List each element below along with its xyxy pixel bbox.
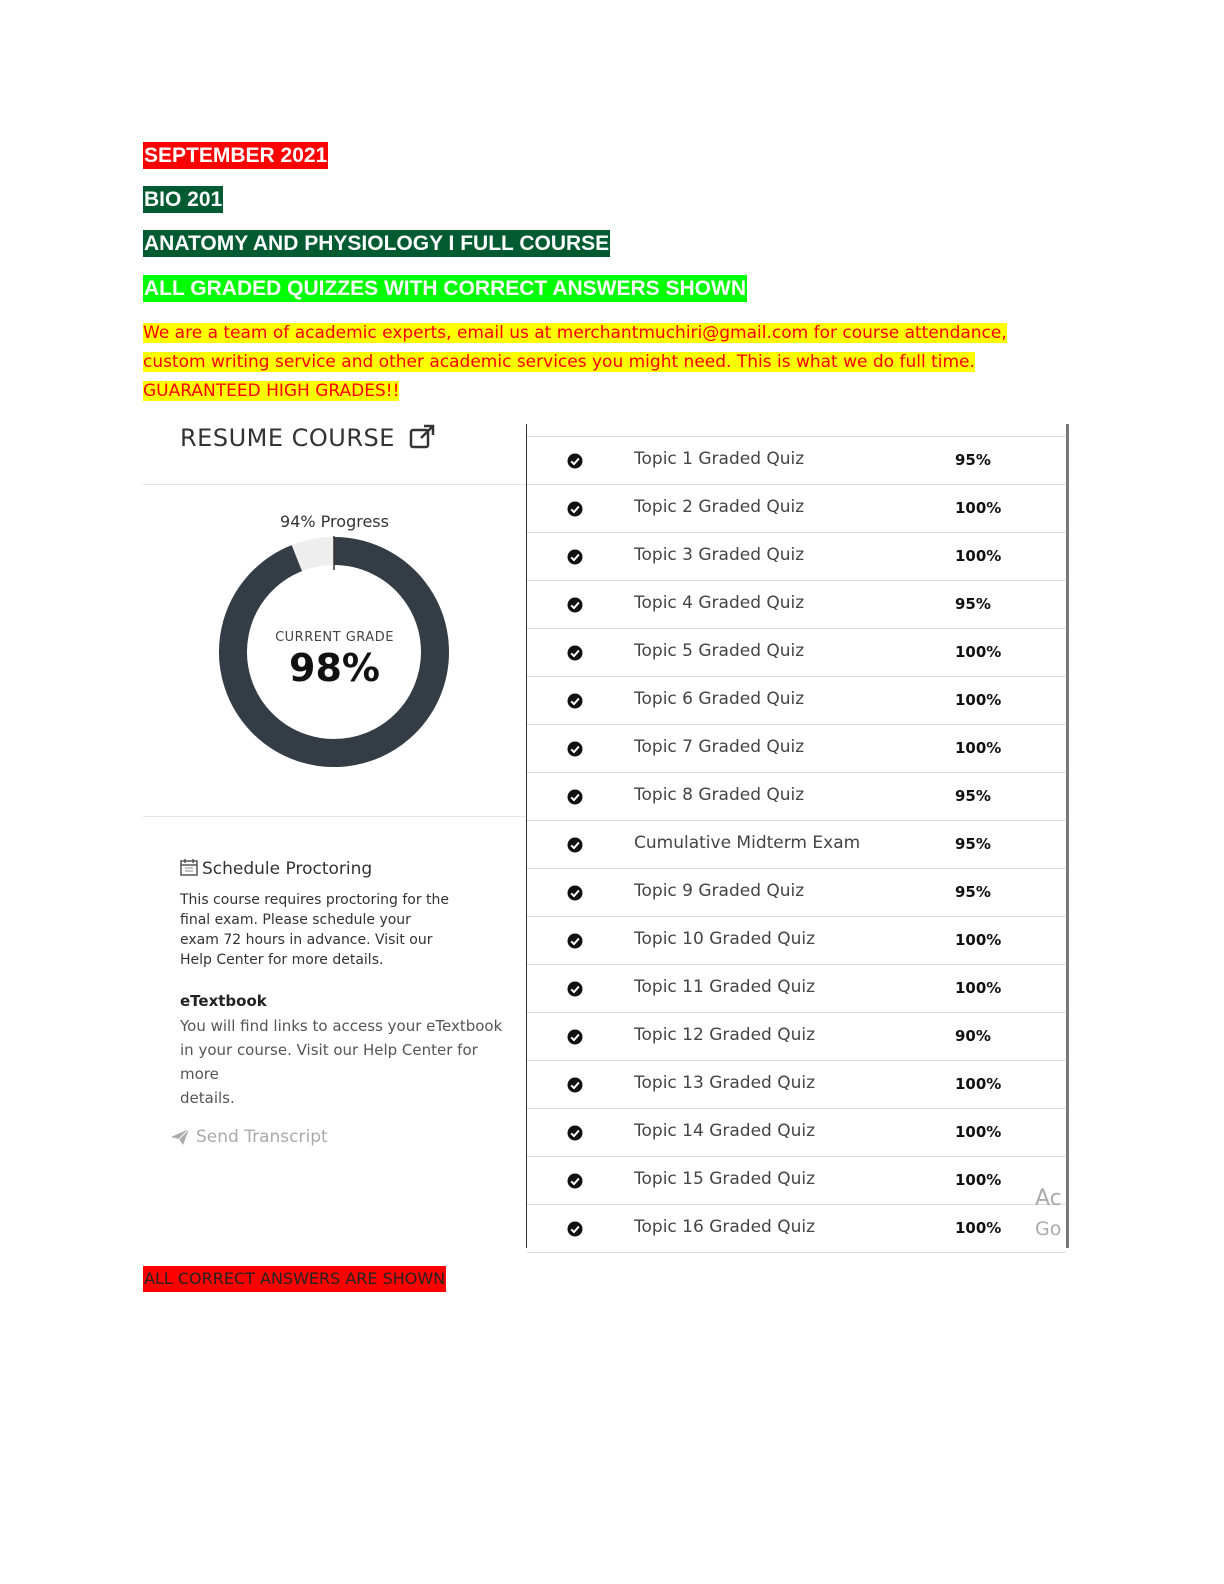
quiz-score: 100%: [955, 979, 1002, 997]
table-row[interactable]: [527, 485, 1066, 533]
table-row[interactable]: [527, 677, 1066, 725]
quiz-score: 100%: [955, 643, 1002, 661]
quiz-score: 95%: [955, 883, 991, 901]
check-circle-icon: [567, 453, 583, 469]
course-dashboard-screenshot: [143, 424, 1070, 1248]
table-row[interactable]: [527, 965, 1066, 1013]
check-circle-icon: [567, 693, 583, 709]
subtitle-heading: ALL GRADED QUIZZES WITH CORRECT ANSWERS SHOWN: [144, 277, 746, 300]
table-row[interactable]: [527, 821, 1066, 869]
paper-plane-icon: [170, 1128, 190, 1146]
check-circle-icon: [567, 741, 583, 757]
schedule-line: final exam. Please schedule your: [180, 912, 411, 928]
quiz-name[interactable]: Topic 4 Graded Quiz: [634, 593, 805, 613]
quiz-name[interactable]: Topic 2 Graded Quiz: [634, 497, 805, 517]
quiz-name[interactable]: Topic 15 Graded Quiz: [634, 1169, 816, 1189]
quiz-score: 100%: [955, 1075, 1002, 1093]
quiz-grades-table: [527, 436, 1066, 1253]
footer-note: ALL CORRECT ANSWERS ARE SHOWN: [143, 1266, 446, 1292]
table-row[interactable]: [527, 533, 1066, 581]
etextbook-line: You will find links to access your eTextbook: [180, 1017, 503, 1035]
quiz-score: 100%: [955, 739, 1002, 757]
promo-line-3: GUARANTEED HIGH GRADES!!: [143, 381, 400, 401]
table-row[interactable]: [527, 436, 1066, 485]
table-row[interactable]: [527, 1157, 1066, 1205]
schedule-line: Help Center for more details.: [180, 952, 384, 968]
send-transcript-button[interactable]: [170, 1127, 328, 1147]
quiz-score: 100%: [955, 499, 1002, 517]
check-circle-icon: [567, 1173, 583, 1189]
quiz-score: 100%: [955, 1171, 1002, 1189]
etextbook-title: eTextbook: [180, 992, 267, 1010]
scrollbar[interactable]: [1066, 424, 1069, 1248]
quiz-name[interactable]: Topic 9 Graded Quiz: [634, 881, 805, 901]
table-row[interactable]: [527, 1205, 1066, 1253]
promo-line-2: custom writing service and other academic services you might need. This is what we do full time.: [143, 352, 975, 372]
quiz-name[interactable]: Topic 6 Graded Quiz: [634, 689, 805, 709]
check-circle-icon: [567, 1077, 583, 1093]
quiz-name[interactable]: Topic 5 Graded Quiz: [634, 641, 805, 661]
quiz-score: 100%: [955, 547, 1002, 565]
quiz-score: 100%: [955, 691, 1002, 709]
table-row[interactable]: [527, 869, 1066, 917]
table-row[interactable]: [527, 1013, 1066, 1061]
course-title-heading: ANATOMY AND PHYSIOLOGY I FULL COURSE: [144, 232, 610, 255]
quiz-score: 100%: [955, 1219, 1002, 1237]
table-row[interactable]: [527, 629, 1066, 677]
quiz-name[interactable]: Topic 13 Graded Quiz: [634, 1073, 816, 1093]
watermark-line-2: Go: [1035, 1218, 1062, 1240]
etextbook-text: [180, 1014, 510, 1110]
send-transcript-label: Send Transcript: [196, 1127, 328, 1147]
quiz-name[interactable]: Cumulative Midterm Exam: [634, 833, 861, 853]
quiz-name[interactable]: Topic 1 Graded Quiz: [634, 449, 805, 469]
check-circle-icon: [567, 1221, 583, 1237]
quiz-score: 100%: [955, 931, 1002, 949]
current-grade-value: 98%: [289, 646, 380, 690]
schedule-proctoring-text: [180, 890, 470, 970]
quiz-name[interactable]: Topic 7 Graded Quiz: [634, 737, 805, 757]
check-circle-icon: [567, 837, 583, 853]
table-row[interactable]: [527, 581, 1066, 629]
quiz-name[interactable]: Topic 14 Graded Quiz: [634, 1121, 816, 1141]
check-circle-icon: [567, 645, 583, 661]
progress-label: 94% Progress: [280, 512, 389, 531]
resume-divider: [143, 484, 526, 485]
check-circle-icon: [567, 597, 583, 613]
resume-course-label: RESUME COURSE: [180, 424, 395, 452]
course-code-heading: BIO 201: [144, 188, 223, 211]
etextbook-line: in your course. Visit our Help Center for more: [180, 1041, 478, 1083]
etextbook-line: details.: [180, 1089, 235, 1107]
table-row[interactable]: [527, 1109, 1066, 1157]
check-circle-icon: [567, 1029, 583, 1045]
resume-course-button[interactable]: [180, 424, 435, 452]
quiz-name[interactable]: Topic 3 Graded Quiz: [634, 545, 805, 565]
table-row[interactable]: [527, 773, 1066, 821]
quiz-score: 95%: [955, 595, 991, 613]
schedule-line: This course requires proctoring for the: [180, 892, 450, 908]
quiz-score: 95%: [955, 451, 991, 469]
quiz-name[interactable]: Topic 11 Graded Quiz: [634, 977, 816, 997]
schedule-line: exam 72 hours in advance. Visit our: [180, 932, 433, 948]
quiz-name[interactable]: Topic 12 Graded Quiz: [634, 1025, 816, 1045]
date-heading: SEPTEMBER 2021: [144, 144, 328, 167]
quiz-name[interactable]: Topic 10 Graded Quiz: [634, 929, 816, 949]
check-circle-icon: [567, 501, 583, 517]
promo-line-1: We are a team of academic experts, email us at merchantmuchiri@gmail.com for course attendance,: [143, 323, 1007, 343]
check-circle-icon: [567, 789, 583, 805]
section-divider: [143, 816, 526, 817]
check-circle-icon: [567, 981, 583, 997]
table-row[interactable]: [527, 917, 1066, 965]
course-summary-panel: [143, 424, 526, 1248]
promo-text: [143, 319, 1063, 406]
table-row[interactable]: [527, 1061, 1066, 1109]
current-grade-label: CURRENT GRADE: [275, 630, 394, 645]
quiz-name[interactable]: Topic 8 Graded Quiz: [634, 785, 805, 805]
quiz-score: 90%: [955, 1027, 991, 1045]
check-circle-icon: [567, 549, 583, 565]
check-circle-icon: [567, 1125, 583, 1141]
quiz-name[interactable]: Topic 16 Graded Quiz: [634, 1217, 816, 1237]
calendar-icon: [180, 858, 198, 876]
quiz-score: 95%: [955, 787, 991, 805]
table-row[interactable]: [527, 725, 1066, 773]
schedule-proctoring-title[interactable]: [180, 858, 372, 879]
check-circle-icon: [567, 885, 583, 901]
watermark-line-1: Ac: [1035, 1186, 1062, 1211]
external-link-icon: [409, 424, 435, 450]
quiz-score: 95%: [955, 835, 991, 853]
schedule-proctoring-label: Schedule Proctoring: [202, 859, 373, 879]
check-circle-icon: [567, 933, 583, 949]
quiz-score: 100%: [955, 1123, 1002, 1141]
